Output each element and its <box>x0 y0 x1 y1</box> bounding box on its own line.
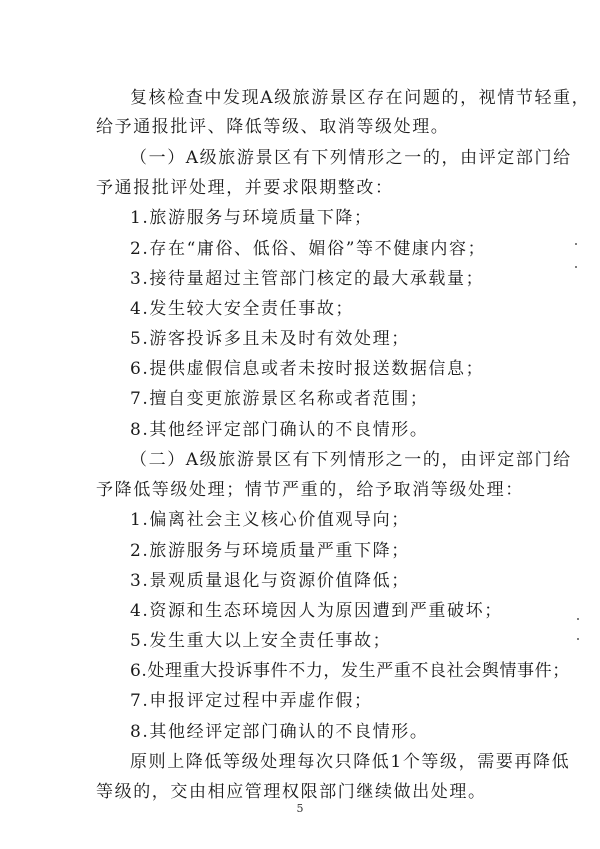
section-one-item-6: 6.提供虚假信息或者未按时报送数据信息； <box>130 359 485 379</box>
section-two-item-4: 4.资源和生态环境因人为原因遭到严重破坏； <box>130 601 503 621</box>
section-one-heading-line-2: 予通报批评处理，并要求限期整改： <box>96 178 394 198</box>
section-one-item-8: 8.其他经评定部门确认的不良情形。 <box>130 420 429 440</box>
closing-paragraph-line-1: 原则上降低等级处理每次只降低1个等级，需要再降低 <box>130 752 571 772</box>
section-two-item-8: 8.其他经评定部门确认的不良情形。 <box>130 722 429 742</box>
section-two-heading-line-2: 予降低等级处理；情节严重的，给予取消等级处理： <box>96 480 524 500</box>
section-one-item-3: 3.接待量超过主管部门核定的最大承载量； <box>130 269 485 289</box>
page-number: 5 <box>296 802 304 815</box>
section-one-item-5: 5.游客投诉多且未及时有效处理； <box>130 329 410 349</box>
scan-speck <box>577 618 579 620</box>
section-two-item-7: 7.申报评定过程中弄虚作假； <box>130 691 373 711</box>
paragraph-line-2: 给予通报批评、降低等级、取消等级处理。 <box>96 117 450 137</box>
section-two-heading-line-1: （二）A级旅游景区有下列情形之一的，由评定部门给 <box>130 450 572 470</box>
section-one-item-4: 4.发生较大安全责任事故； <box>130 299 355 319</box>
paragraph-line-1: 复核检查中发现A级旅游景区存在问题的，视情节轻重， <box>130 88 591 108</box>
section-one-item-7: 7.擅自变更旅游景区名称或者范围； <box>130 389 429 409</box>
section-one-heading-line-1: （一）A级旅游景区有下列情形之一的，由评定部门给 <box>130 148 572 168</box>
closing-paragraph-line-2: 等级的，交由相应管理权限部门继续做出处理。 <box>96 782 487 802</box>
section-one-item-1: 1.旅游服务与环境质量下降； <box>130 208 373 228</box>
section-one-item-2: 2.存在“庸俗、低俗、媚俗”等不健康内容； <box>130 239 487 259</box>
section-two-item-3: 3.景观质量退化与资源价值降低； <box>130 571 410 591</box>
scan-speck <box>577 638 579 640</box>
scan-speck <box>575 243 577 245</box>
section-two-item-5: 5.发生重大以上安全责任事故； <box>130 631 392 651</box>
section-two-item-1: 1.偏离社会主义核心价值观导向； <box>130 510 410 530</box>
section-two-item-6: 6.处理重大投诉事件不力，发生严重不良社会舆情事件； <box>130 661 570 681</box>
scan-speck <box>575 266 577 268</box>
section-two-item-2: 2.旅游服务与环境质量严重下降； <box>130 541 410 561</box>
